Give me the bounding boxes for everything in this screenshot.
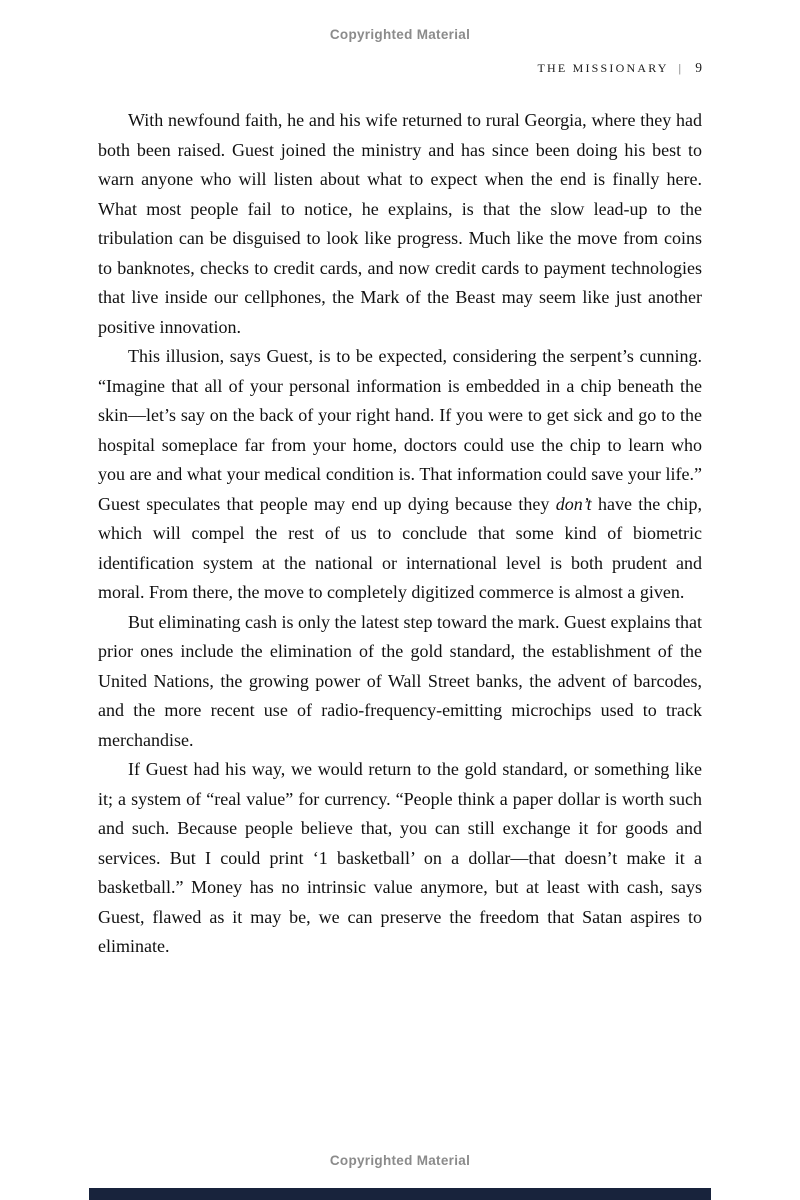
paragraph-4-text: If Guest had his way, we would return to the gold standard, or something like it; a system of “real value” for currency. “People think a paper dollar is worth such and such. Because people believe that, you can still exchange it for goods and services. But I could print ‘1 basketball’ on a dollar—that doesn’t make it a basketball.” Money has no intrinsic value anymore, but at least with cash, says Guest, flawed as it may be, we can preserve the freedom that Satan aspires to eliminate. xyxy=(98,759,702,956)
copyright-notice-top: Copyrighted Material xyxy=(329,27,471,42)
paragraph-1 xyxy=(98,106,702,342)
paragraph-2-text-b: have the chip, which will compel the rest of us to conclude that some kind of biometric identification system at the national or international level is both prudent and moral. From there, the move to completely digitized commerce is almost a given. xyxy=(98,493,702,602)
paragraph-3-text: But eliminating cash is only the latest step toward the mark. Guest explains that prior ones include the elimination of the gold standard, the establishment of the United Nations, the growing power of Wall Street banks, the advent of barcodes, and the more recent use of radio-frequency-emitting microchips used to track merchandise. xyxy=(98,611,702,750)
running-header xyxy=(537,60,702,76)
paragraph-4 xyxy=(98,755,702,962)
paragraph-3 xyxy=(98,608,702,756)
paragraph-2 xyxy=(98,342,702,608)
copyright-notice-bottom: Copyrighted Material xyxy=(329,1153,471,1168)
header-separator: | xyxy=(678,61,684,75)
paragraph-1-text: With newfound faith, he and his wife returned to rural Georgia, where they had both been raised. Guest joined the ministry and has since been doing his best to warn anyone who will listen about what to expect when the end is finally here. What most people fail to notice, he explains, is that the slow lead-up to the tribulation can be disguised to look like progress. Much like the move from coins to banknotes, checks to credit cards, and now credit cards to payment technologies that live inside our cellphones, the Mark of the Beast may seem like just another positive innovation. xyxy=(98,110,702,337)
body-text xyxy=(98,106,702,962)
paragraph-2-italic-word: don’t xyxy=(555,493,592,514)
paragraph-2-text-a: This illusion, says Guest, is to be expected, considering the serpent’s cunning. “Imagine that all of your personal information is embedded in a chip beneath the skin—let’s say on the back of your right hand. If you were to get sick and go to the hospital someplace far from your home, doctors could use the chip to learn who you are and what your medical condition is. That information could save your life.” Guest speculates that people may end up dying because they xyxy=(98,346,702,514)
page-number: 9 xyxy=(695,60,702,75)
page-bottom-bar xyxy=(89,1188,711,1200)
running-title: THE MISSIONARY xyxy=(537,61,669,75)
